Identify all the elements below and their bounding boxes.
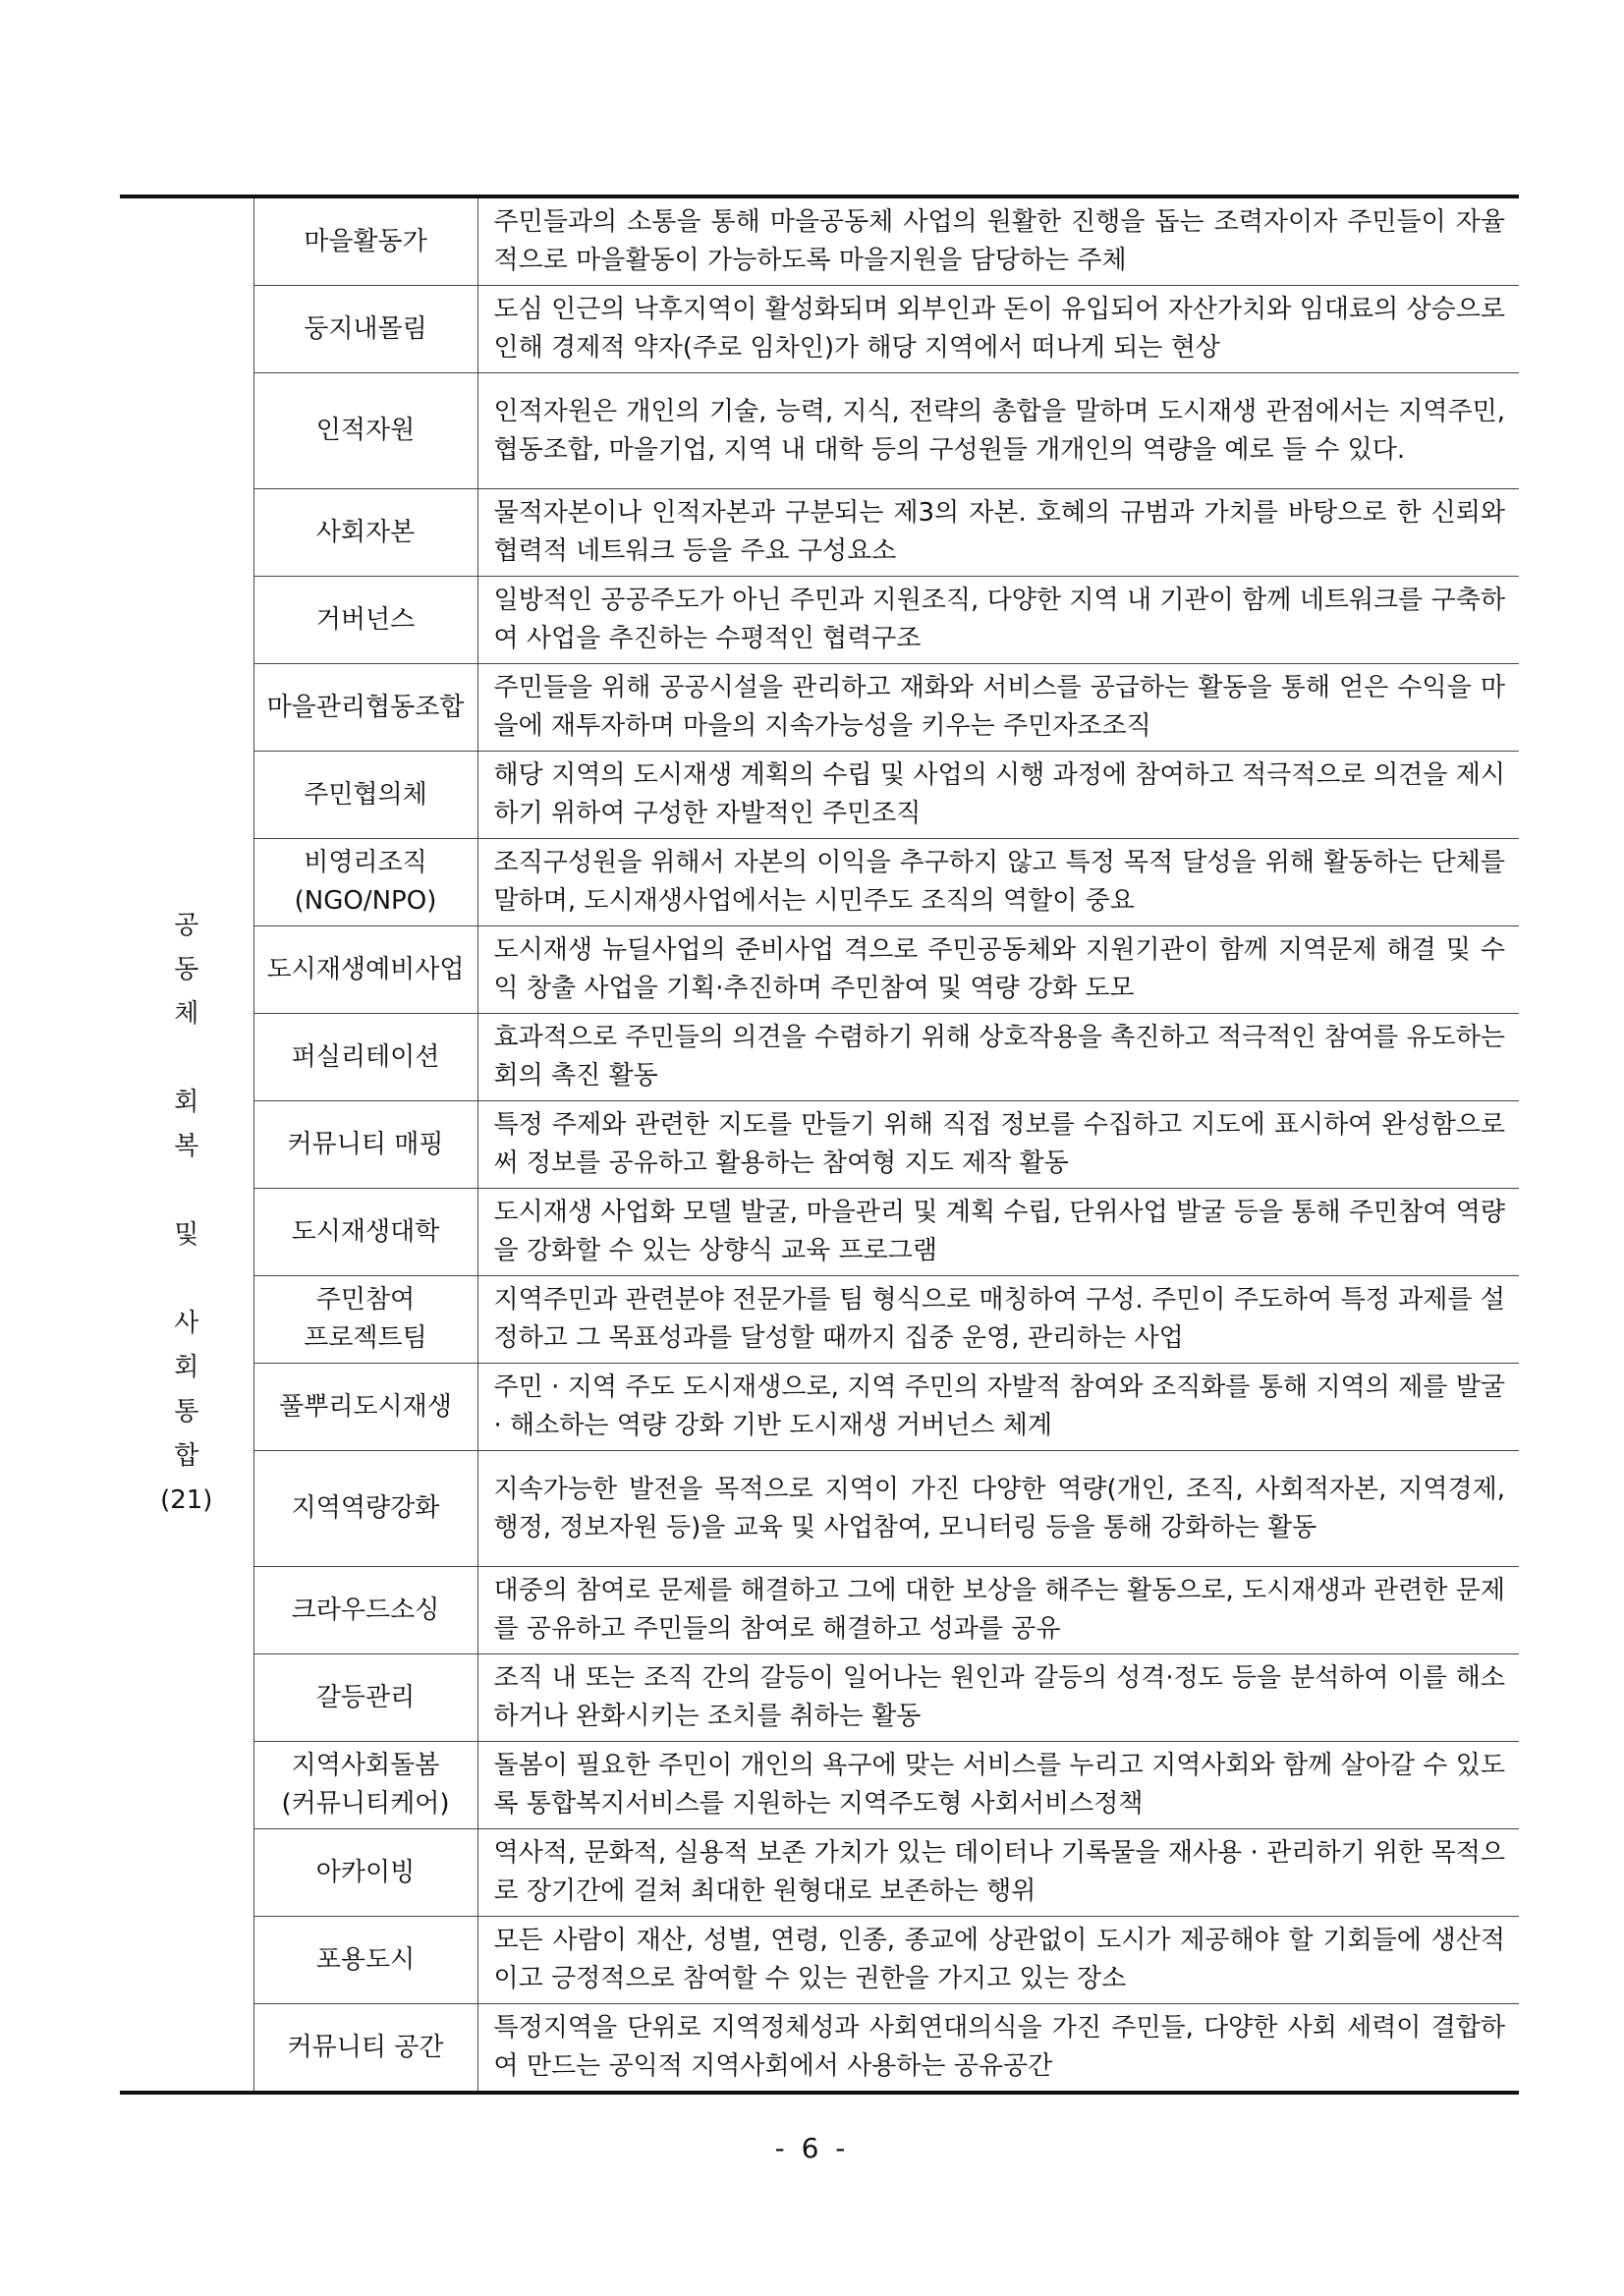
term-cell: 풀뿌리도시재생 <box>253 1364 477 1451</box>
term-cell: 인적자원 <box>253 373 477 489</box>
definition-cell: 특정지역을 단위로 지역정체성과 사회연대의식을 가진 주민들, 다양한 사회 세력이 결합하여 만드는 공익적 지역사회에서 사용하는 공유공간 <box>477 2004 1519 2094</box>
definition-cell: 특정 주제와 관련한 지도를 만들기 위해 직접 정보를 수집하고 지도에 표시하여 완성함으로써 정보를 공유하고 활용하는 참여형 지도 제작 활동 <box>477 1101 1519 1189</box>
category-count: (21) <box>160 1485 213 1515</box>
table-row <box>120 1101 1519 1189</box>
category-char: 및 <box>174 1220 199 1250</box>
category-char: 통 <box>174 1397 199 1427</box>
page-number: - 6 - <box>774 2132 850 2164</box>
definition-cell: 지속가능한 발전을 목적으로 지역이 가진 다양한 역량(개인, 조직, 사회적자본, 지역경제, 행정, 정보자원 등)을 교육 및 사업참여, 모니터링 등을 통해 강화하는 활동 <box>477 1451 1519 1567</box>
table-row <box>120 926 1519 1014</box>
table-row <box>120 1742 1519 1829</box>
term-cell: 퍼실리테이션 <box>253 1014 477 1101</box>
table-row <box>120 373 1519 489</box>
category-char: 복 <box>174 1132 199 1161</box>
term-cell: 커뮤니티 공간 <box>253 2004 477 2094</box>
definition-cell: 물적자본이나 인적자본과 구분되는 제3의 자본. 호혜의 규범과 가치를 바탕으로 한 신뢰와 협력적 네트워크 등을 주요 구성요소 <box>477 489 1519 577</box>
table-row <box>120 1567 1519 1654</box>
definition-cell: 조직 내 또는 조직 간의 갈등이 일어나는 원인과 갈등의 성격·정도 등을 분석하여 이를 해소하거나 완화시키는 조치를 취하는 활동 <box>477 1654 1519 1742</box>
glossary-sheet <box>120 195 1519 2095</box>
term-cell: 주민참여 프로젝트팀 <box>253 1276 477 1364</box>
term-cell: 도시재생대학 <box>253 1189 477 1276</box>
term-cell: 마을활동가 <box>253 196 477 286</box>
category-char: 회 <box>174 1088 199 1117</box>
table-row <box>120 752 1519 839</box>
term-cell: 도시재생예비사업 <box>253 926 477 1014</box>
table-row <box>120 1917 1519 2004</box>
definition-cell: 도시재생 사업화 모델 발굴, 마을관리 및 계획 수립, 단위사업 발굴 등을 통해 주민참여 역량을 강화할 수 있는 상향식 교육 프로그램 <box>477 1189 1519 1276</box>
definition-cell: 지역주민과 관련분야 전문가를 팀 형식으로 매칭하여 구성. 주민이 주도하여 특정 과제를 설정하고 그 목표성과를 달성할 때까지 집중 운영, 관리하는 사업 <box>477 1276 1519 1364</box>
category-char: 사 <box>174 1309 199 1338</box>
category-char: 체 <box>174 999 199 1029</box>
category-label <box>120 904 253 1523</box>
definition-cell: 도시재생 뉴딜사업의 준비사업 격으로 주민공동체와 지원기관이 함께 지역문제 해결 및 수익 창출 사업을 기획·추진하며 주민참여 및 역량 강화 도모 <box>477 926 1519 1014</box>
term-cell: 비영리조직 (NGO/NPO) <box>253 839 477 926</box>
table-row <box>120 1276 1519 1364</box>
category-char: 동 <box>174 955 199 984</box>
term-cell: 지역사회돌봄 (커뮤니티케어) <box>253 1742 477 1829</box>
definition-cell: 효과적으로 주민들의 의견을 수렴하기 위해 상호작용을 촉진하고 적극적인 참여를 유도하는 회의 촉진 활동 <box>477 1014 1519 1101</box>
table-row <box>120 1364 1519 1451</box>
glossary-table-body <box>120 196 1519 2093</box>
definition-cell: 일방적인 공공주도가 아닌 주민과 지원조직, 다양한 지역 내 기관이 함께 네트워크를 구축하여 사업을 추진하는 수평적인 협력구조 <box>477 577 1519 664</box>
table-row <box>120 1451 1519 1567</box>
definition-cell: 주민 · 지역 주도 도시재생으로, 지역 주민의 자발적 참여와 조직화를 통해 지역의 제를 발굴 · 해소하는 역량 강화 기반 도시재생 거버넌스 체계 <box>477 1364 1519 1451</box>
definition-cell: 도심 인근의 낙후지역이 활성화되며 외부인과 돈이 유입되어 자산가치와 임대료의 상승으로 인해 경제적 약자(주로 임차인)가 해당 지역에서 떠나게 되는 현상 <box>477 286 1519 373</box>
definition-cell: 돌봄이 필요한 주민이 개인의 욕구에 맞는 서비스를 누리고 지역사회와 함께 살아갈 수 있도록 통합복지서비스를 지원하는 지역주도형 사회서비스정책 <box>477 1742 1519 1829</box>
table-row <box>120 839 1519 926</box>
term-cell: 갈등관리 <box>253 1654 477 1742</box>
term-cell: 아카이빙 <box>253 1829 477 1917</box>
definition-cell: 조직구성원을 위해서 자본의 이익을 추구하지 않고 특정 목적 달성을 위해 활동하는 단체를 말하며, 도시재생사업에서는 시민주도 조직의 역할이 중요 <box>477 839 1519 926</box>
glossary-table <box>120 195 1519 2095</box>
definition-cell: 역사적, 문화적, 실용적 보존 가치가 있는 데이터나 기록물을 재사용 · 관리하기 위한 목적으로 장기간에 걸쳐 최대한 원형대로 보존하는 행위 <box>477 1829 1519 1917</box>
table-row <box>120 489 1519 577</box>
definition-cell: 주민들과의 소통을 통해 마을공동체 사업의 원활한 진행을 돕는 조력자이자 주민들이 자율적으로 마을활동이 가능하도록 마을지원을 담당하는 주체 <box>477 196 1519 286</box>
table-row <box>120 286 1519 373</box>
table-row <box>120 1014 1519 1101</box>
definition-cell: 해당 지역의 도시재생 계획의 수립 및 사업의 시행 과정에 참여하고 적극적으로 의견을 제시하기 위하여 구성한 자발적인 주민조직 <box>477 752 1519 839</box>
definition-cell: 대중의 참여로 문제를 해결하고 그에 대한 보상을 해주는 활동으로, 도시재생과 관련한 문제를 공유하고 주민들의 참여로 해결하고 성과를 공유 <box>477 1567 1519 1654</box>
category-char: 공 <box>174 911 199 940</box>
term-cell: 지역역량강화 <box>253 1451 477 1567</box>
term-cell: 사회자본 <box>253 489 477 577</box>
table-row <box>120 577 1519 664</box>
definition-cell: 인적자원은 개인의 기술, 능력, 지식, 전략의 총합을 말하며 도시재생 관점에서는 지역주민, 협동조합, 마을기업, 지역 내 대학 등의 구성원들 개개인의 역량을 예로 들 수 있다. <box>477 373 1519 489</box>
table-row <box>120 1654 1519 1742</box>
term-cell: 크라우드소싱 <box>253 1567 477 1654</box>
term-cell: 커뮤니티 매핑 <box>253 1101 477 1189</box>
table-row <box>120 196 1519 286</box>
table-row <box>120 1189 1519 1276</box>
term-cell: 마을관리협동조합 <box>253 664 477 752</box>
category-cell <box>120 196 253 2093</box>
term-cell: 포용도시 <box>253 1917 477 2004</box>
table-row <box>120 2004 1519 2094</box>
term-cell: 둥지내몰림 <box>253 286 477 373</box>
category-char: 회 <box>174 1353 199 1382</box>
term-cell: 거버넌스 <box>253 577 477 664</box>
table-row <box>120 664 1519 752</box>
definition-cell: 모든 사람이 재산, 성별, 연령, 인종, 종교에 상관없이 도시가 제공해야 할 기회들에 생산적이고 긍정적으로 참여할 수 있는 권한을 가지고 있는 장소 <box>477 1917 1519 2004</box>
category-char: 합 <box>174 1441 199 1471</box>
definition-cell: 주민들을 위해 공공시설을 관리하고 재화와 서비스를 공급하는 활동을 통해 얻은 수익을 마을에 재투자하며 마을의 지속가능성을 키우는 주민자조조직 <box>477 664 1519 752</box>
term-cell: 주민협의체 <box>253 752 477 839</box>
table-row <box>120 1829 1519 1917</box>
